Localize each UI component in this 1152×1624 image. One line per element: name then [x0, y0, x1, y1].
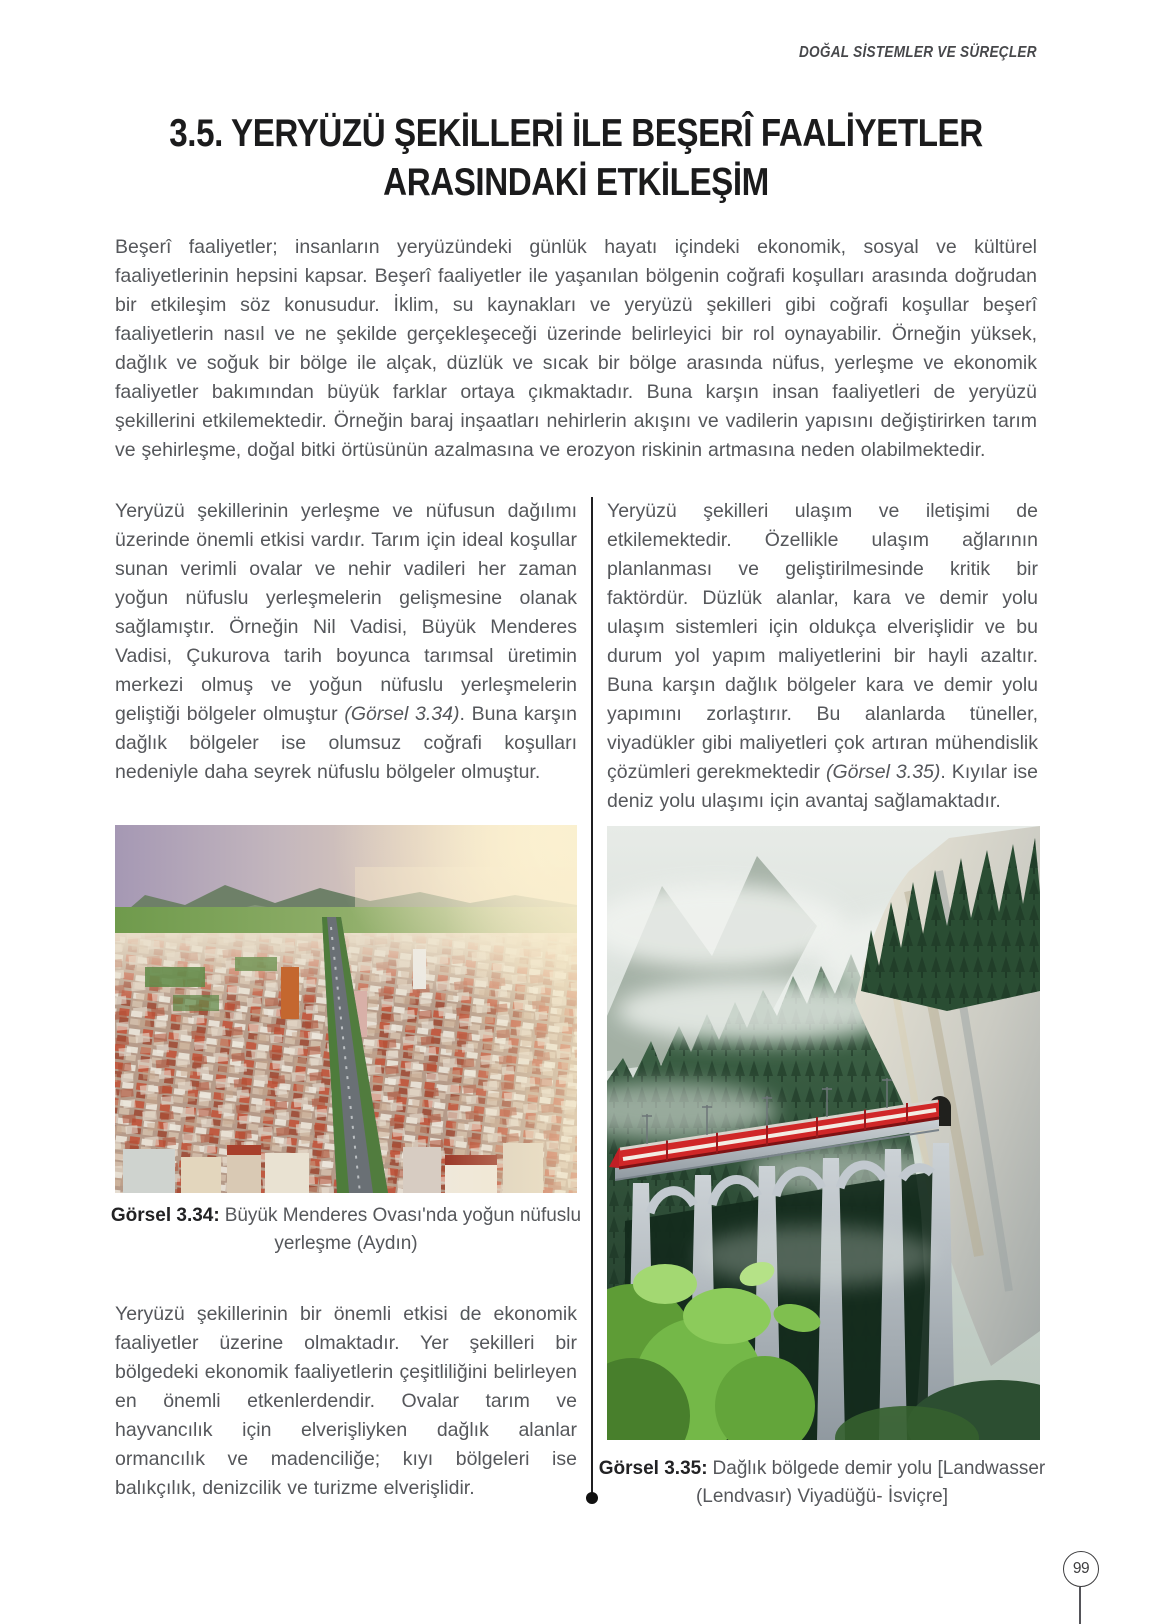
page-number-tail-line — [1079, 1587, 1081, 1624]
running-header: DOĞAL SİSTEMLER VE SÜREÇLER — [799, 44, 1037, 61]
page-number: 99 — [1072, 1560, 1090, 1577]
right-paragraph-text-before: Yeryüzü şekilleri ulaşım ve iletişimi de etkilemektedir. Özellikle ulaşım ağlarının planlanması ve geliştirilmesinde kritik bir faktördür. Düzlük alanlar, kara ve demir yolu ulaşım sistemleri için oldukça elverişlidir ve bu durum yol yapım maliyetlerini bir hayli azaltır. Buna karşın dağlık bölgeler kara ve demir yolu yapımını zorlaştırır. Bu alanlarda tüneller, viyadükler gibi maliyetleri çok artıran mühendislik çözümleri gerekmektedir — [607, 500, 1038, 783]
page-number-badge — [1063, 1551, 1099, 1587]
left-paragraph-settlement — [115, 497, 577, 787]
right-paragraph-transport — [607, 497, 1038, 816]
figure-3-34-aydin-aerial-photo — [115, 825, 577, 1193]
figure-3-35-landwasser-viaduct-photo — [607, 826, 1040, 1440]
figure-3-34-caption — [110, 1202, 582, 1257]
intro-paragraph: Beşerî faaliyetler; insanların yeryüzündeki günlük hayatı içindeki ekonomik, sosyal ve kültürel faaliyetlerinin hepsini kapsar. Beşerî faaliyetler ile yaşanılan bölgenin coğrafi koşulları arasında doğrudan bir etkileşim söz konusudur. İklim, su kaynakları ve yeryüzü şekilleri gibi coğrafi koşullar beşerî faaliyetlerin nasıl ve ne şekilde gerçekleşeceği üzerinde belirleyici bir rol oynayabilir. Örneğin yüksek, dağlık ve soğuk bir bölge ile alçak, düzlük ve sıcak bir bölge arasında nüfus, yerleşme ve ekonomik faaliyetler bakımından büyük farklar ortaya çıkmaktadır. Buna karşın insan faaliyetleri de yeryüzü şekillerini etkilemektedir. Örneğin baraj inşaatları nehirlerin akışını ve vadilerin yapısını değiştirirken tarım ve şehirleşme, doğal bitki örtüsünün azalmasına ve erozyon riskinin artmasına neden olabilmektedir. — [115, 236, 1037, 461]
figure-3-35-caption — [594, 1455, 1050, 1510]
left-paragraph-text-before: Yeryüzü şekillerinin yerleşme ve nüfusun dağılımı üzerinde önemli etkisi vardır. Tarım için ideal koşullar sunan verimli ovalar ve nehir vadileri her zaman yoğun nüfuslu yerleşmelerin gelişmesine olanak sağlamıştır. Örneğin Nil Vadisi, Büyük Menderes Vadisi, Çukurova tarih boyunca tarımsal üretimin merkezi olmuş ve yoğun nüfuslu yerleşmelerin geliştiği bölgeler olmuştur — [115, 500, 577, 725]
figure-3-35-caption-text: Dağlık bölgede demir yolu [Landwasser (Lendvasır) Viyadüğü- İsviçre] — [695, 1458, 1046, 1507]
figure-3-35-caption-label: Görsel 3.35: — [598, 1458, 708, 1479]
page-title-line2: ARASINDAKİ ETKİLEŞİM — [383, 161, 769, 204]
figure-3-34-caption-label: Görsel 3.34: — [110, 1205, 220, 1226]
left-paragraph-economy: Yeryüzü şekillerinin bir önemli etkisi de ekonomik faaliyetler üzerine olmaktadır. Yer şekilleri bir bölgedeki ekonomik faaliyetlerin çeşitliliğini belirleyen en önemli etkenlerdendir. Ovalar tarım ve hayvancılık için elverişliyken dağlık alanlar ormancılık ve madenciliğe; kıyı bölgeleri ise balıkçılık, denizcilik ve turizme elverişlidir. — [115, 1303, 577, 1499]
page-title — [0, 109, 1152, 207]
left-paragraph-text-after: . Buna karşın dağlık bölgeler ise olumsuz coğrafi koşulları nedeniyle daha seyrek nüfuslu bölgeler olmuştur. — [115, 703, 577, 783]
column-divider — [591, 497, 593, 1498]
page-title-line1: 3.5. YERYÜZÜ ŞEKİLLERİ İLE BEŞERÎ FAALİYETLER — [169, 112, 983, 155]
right-paragraph-text-after: . Kıyılar ise deniz yolu ulaşımı için avantaj sağlamaktadır. — [607, 761, 1039, 812]
figure-3-34-reference: (Görsel 3.34) — [344, 703, 460, 725]
figure-3-35-reference: (Görsel 3.35) — [826, 761, 941, 783]
figure-3-34-caption-text: Büyük Menderes Ovası'nda yoğun nüfuslu yerleşme (Aydın) — [224, 1205, 582, 1254]
